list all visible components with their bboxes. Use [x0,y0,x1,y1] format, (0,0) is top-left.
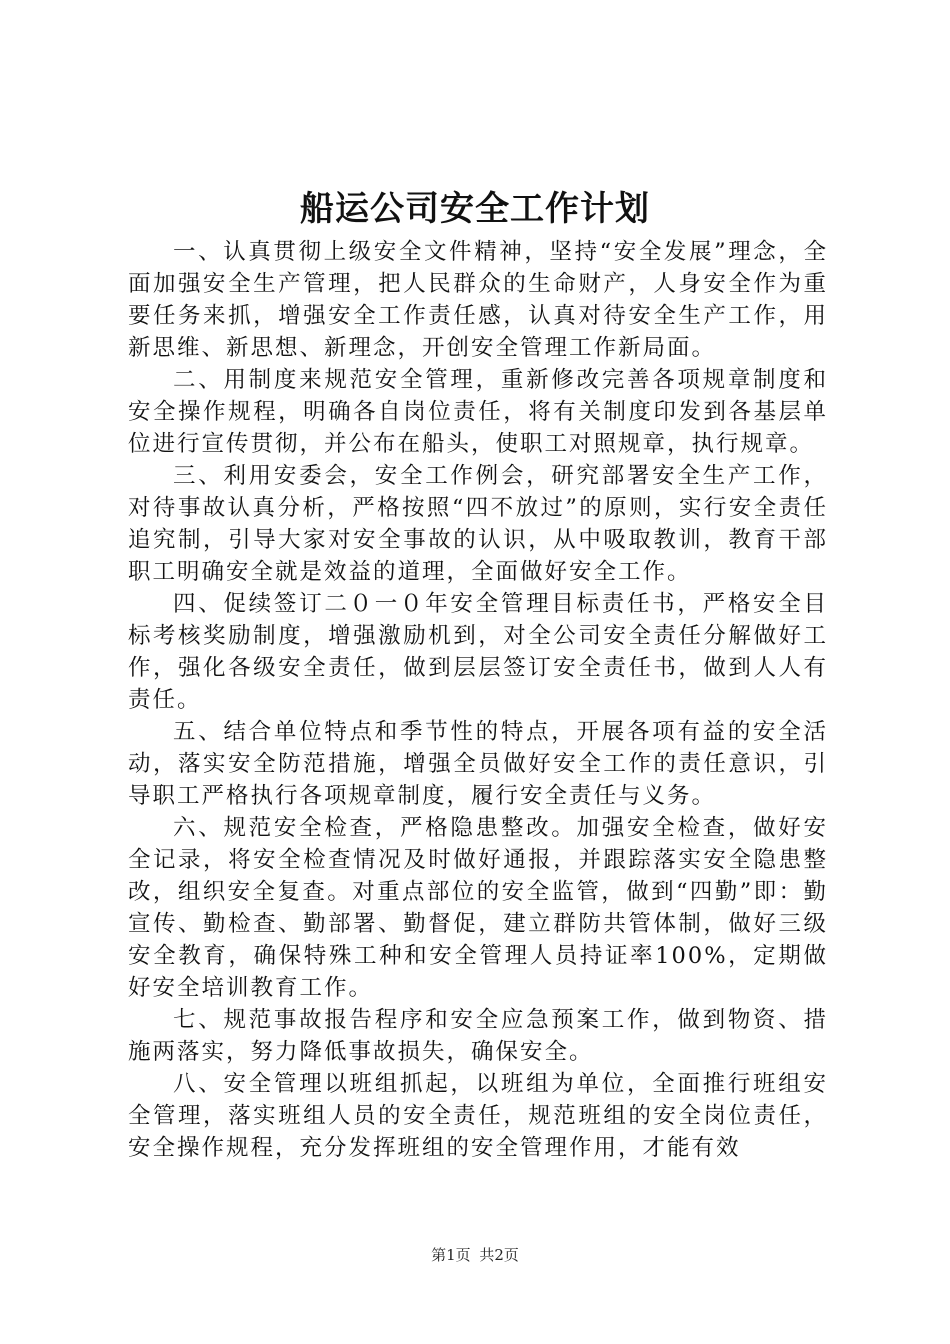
page-total: 共2页 [479,1246,519,1264]
document-title: 船运公司安全工作计划 [300,189,650,229]
page-footer [0,1245,950,1265]
paragraph-2: 二、用制度来规范安全管理，重新修改完善各项规章制度和安全操作规程，明确各自岗位责任，将有关制度印发到各基层单位进行宣传贯彻，并公布在船头，使职工对照规章，执行规章。 [128,367,828,457]
paragraph-7: 七、规范事故报告程序和安全应急预案工作，做到物资、措施两落实，努力降低事故损失，确保安全。 [128,1007,828,1065]
paragraph-4: 四、促续签订二０一０年安全管理目标责任书，严格安全目标考核奖励制度，增强激励机到，对全公司安全责任分解做好工作，强化各级安全责任，做到层层签订安全责任书，做到人人有责任。 [128,591,828,713]
page-number: 第1页 [431,1246,471,1264]
paragraph-1: 一、认真贯彻上级安全文件精神，坚持“安全发展”理念，全面加强安全生产管理，把人民群众的生命财产，人身安全作为重要任务来抓，增强安全工作责任感，认真对待安全生产工作，用新思维、新思想、新理念，开创安全管理工作新局面。 [128,239,828,361]
document-body [128,236,828,1164]
paragraph-8: 八、安全管理以班组抓起，以班组为单位，全面推行班组安全管理，落实班组人员的安全责任，规范班组的安全岗位责任，安全操作规程，充分发挥班组的安全管理作用，才能有效 [128,1071,828,1161]
paragraph-3: 三、利用安委会，安全工作例会，研究部署安全生产工作，对待事故认真分析，严格按照“四不放过”的原则，实行安全责任追究制，引导大家对安全事故的认识，从中吸取教训，教育干部职工明确安全就是效益的道理，全面做好安全工作。 [128,463,828,585]
paragraph-6: 六、规范安全检查，严格隐患整改。加强安全检查，做好安全记录，将安全检查情况及时做好通报，并跟踪落实安全隐患整改，组织安全复查。对重点部位的安全监管，做到“四勤”即：勤宣传、勤检查、勤部署、勤督促，建立群防共管体制，做好三级安全教育，确保特殊工种和安全管理人员持证率100%，定期做好安全培训教育工作。 [128,815,828,1001]
paragraph-5: 五、结合单位特点和季节性的特点，开展各项有益的安全活动，落实安全防范措施，增强全员做好安全工作的责任意识，引导职工严格执行各项规章制度，履行安全责任与义务。 [128,719,828,809]
